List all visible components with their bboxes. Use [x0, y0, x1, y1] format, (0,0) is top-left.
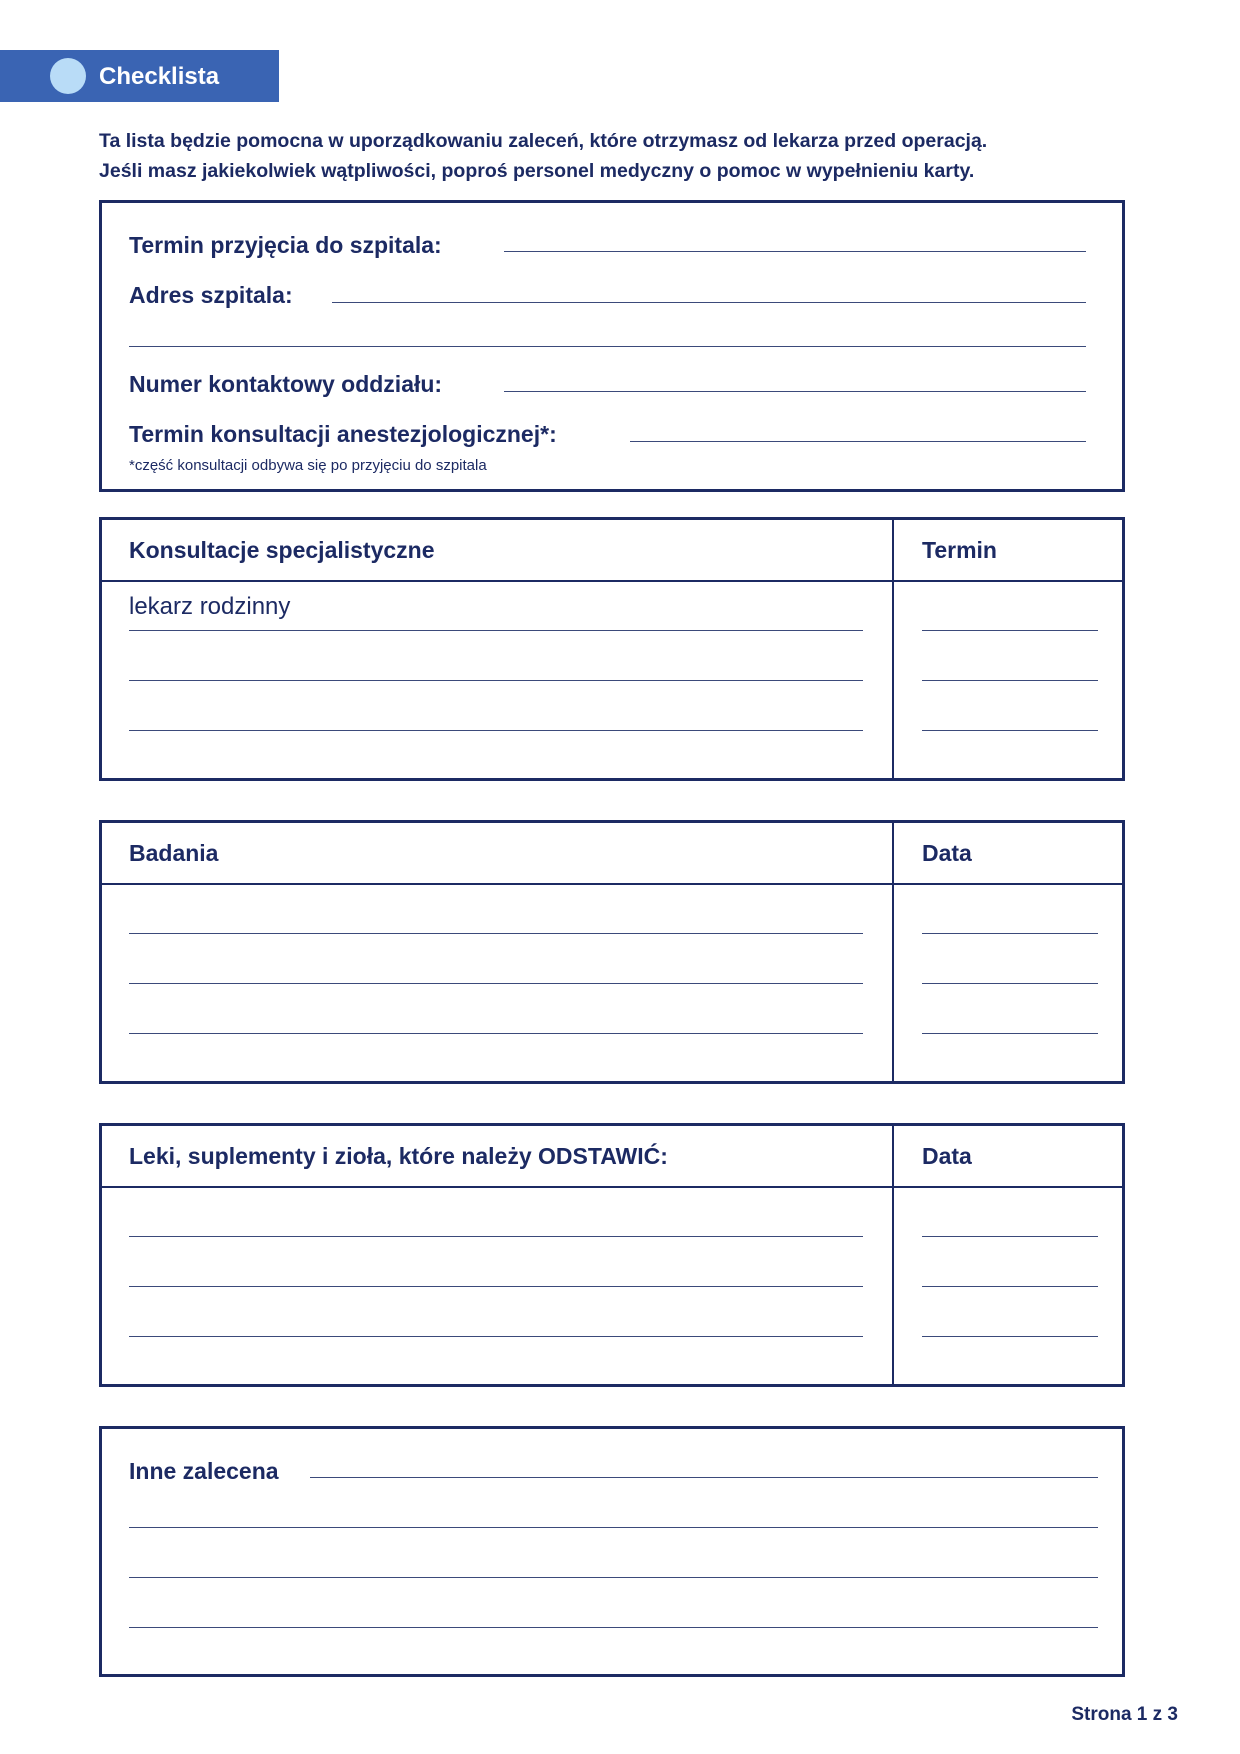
intro-line-2: Jeśli masz jakiekolwiek wątpliwości, poproś personel medyczny o pomoc w wypełnieniu karty.	[99, 160, 975, 182]
other-recommendations-box	[99, 1426, 1125, 1677]
circle-icon	[50, 58, 86, 94]
test-date-field-1[interactable]	[922, 933, 1098, 934]
section-header	[0, 50, 279, 102]
consultations-table	[99, 517, 1125, 781]
hospital-address-field[interactable]	[332, 302, 1086, 303]
test-date-field-3[interactable]	[922, 1033, 1098, 1034]
test-field-2[interactable]	[129, 983, 863, 984]
column-divider	[892, 1126, 894, 1384]
admission-date-label: Termin przyjęcia do szpitala:	[129, 232, 442, 258]
header-divider	[102, 883, 1122, 885]
medication-field-1[interactable]	[129, 1236, 863, 1237]
consultation-field-3[interactable]	[129, 730, 863, 731]
admission-date-field[interactable]	[504, 251, 1086, 252]
header-divider	[102, 580, 1122, 582]
page-number: Strona 1 z 3	[1071, 1704, 1178, 1725]
consultations-date-header: Termin	[922, 537, 997, 563]
consultation-date-field-1[interactable]	[922, 630, 1098, 631]
column-divider	[892, 823, 894, 1081]
test-field-3[interactable]	[129, 1033, 863, 1034]
hospital-address-label: Adres szpitala:	[129, 282, 293, 308]
column-divider	[892, 520, 894, 778]
other-recommendations-label: Inne zalecena	[129, 1458, 279, 1484]
ward-phone-label: Numer kontaktowy oddziału:	[129, 371, 443, 397]
consultation-field-2[interactable]	[129, 680, 863, 681]
medication-date-field-3[interactable]	[922, 1336, 1098, 1337]
medication-field-3[interactable]	[129, 1336, 863, 1337]
other-recommendations-field-1[interactable]	[310, 1477, 1098, 1478]
medication-date-field-2[interactable]	[922, 1286, 1098, 1287]
tests-table	[99, 820, 1125, 1084]
page-title: Checklista	[99, 63, 220, 90]
other-recommendations-field-4[interactable]	[129, 1627, 1098, 1628]
medication-date-field-1[interactable]	[922, 1236, 1098, 1237]
anesthesia-consultation-field[interactable]	[630, 441, 1086, 442]
other-recommendations-field-3[interactable]	[129, 1577, 1098, 1578]
consultations-header: Konsultacje specjalistyczne	[129, 537, 435, 563]
footnote: *część konsultacji odbywa się po przyjęciu do szpitala	[129, 457, 487, 474]
test-date-field-2[interactable]	[922, 983, 1098, 984]
header-divider	[102, 1186, 1122, 1188]
intro-text	[99, 126, 1119, 186]
tests-header: Badania	[129, 840, 219, 866]
hospital-address-field-2[interactable]	[129, 346, 1086, 347]
consultation-date-field-3[interactable]	[922, 730, 1098, 731]
other-recommendations-field-2[interactable]	[129, 1527, 1098, 1528]
medications-date-header: Data	[922, 1143, 972, 1169]
consultation-entry: lekarz rodzinny	[129, 593, 291, 620]
ward-phone-field[interactable]	[504, 391, 1086, 392]
admission-box	[99, 200, 1125, 492]
medications-table	[99, 1123, 1125, 1387]
test-field-1[interactable]	[129, 933, 863, 934]
medications-header: Leki, suplementy i zioła, które należy ODSTAWIĆ:	[129, 1143, 668, 1169]
consultation-field-1[interactable]	[129, 630, 863, 631]
tests-date-header: Data	[922, 840, 972, 866]
anesthesia-consultation-label: Termin konsultacji anestezjologicznej*:	[129, 421, 557, 447]
consultation-date-field-2[interactable]	[922, 680, 1098, 681]
intro-line-1: Ta lista będzie pomocna w uporządkowaniu zaleceń, które otrzymasz od lekarza przed operacją.	[99, 130, 988, 152]
medication-field-2[interactable]	[129, 1286, 863, 1287]
